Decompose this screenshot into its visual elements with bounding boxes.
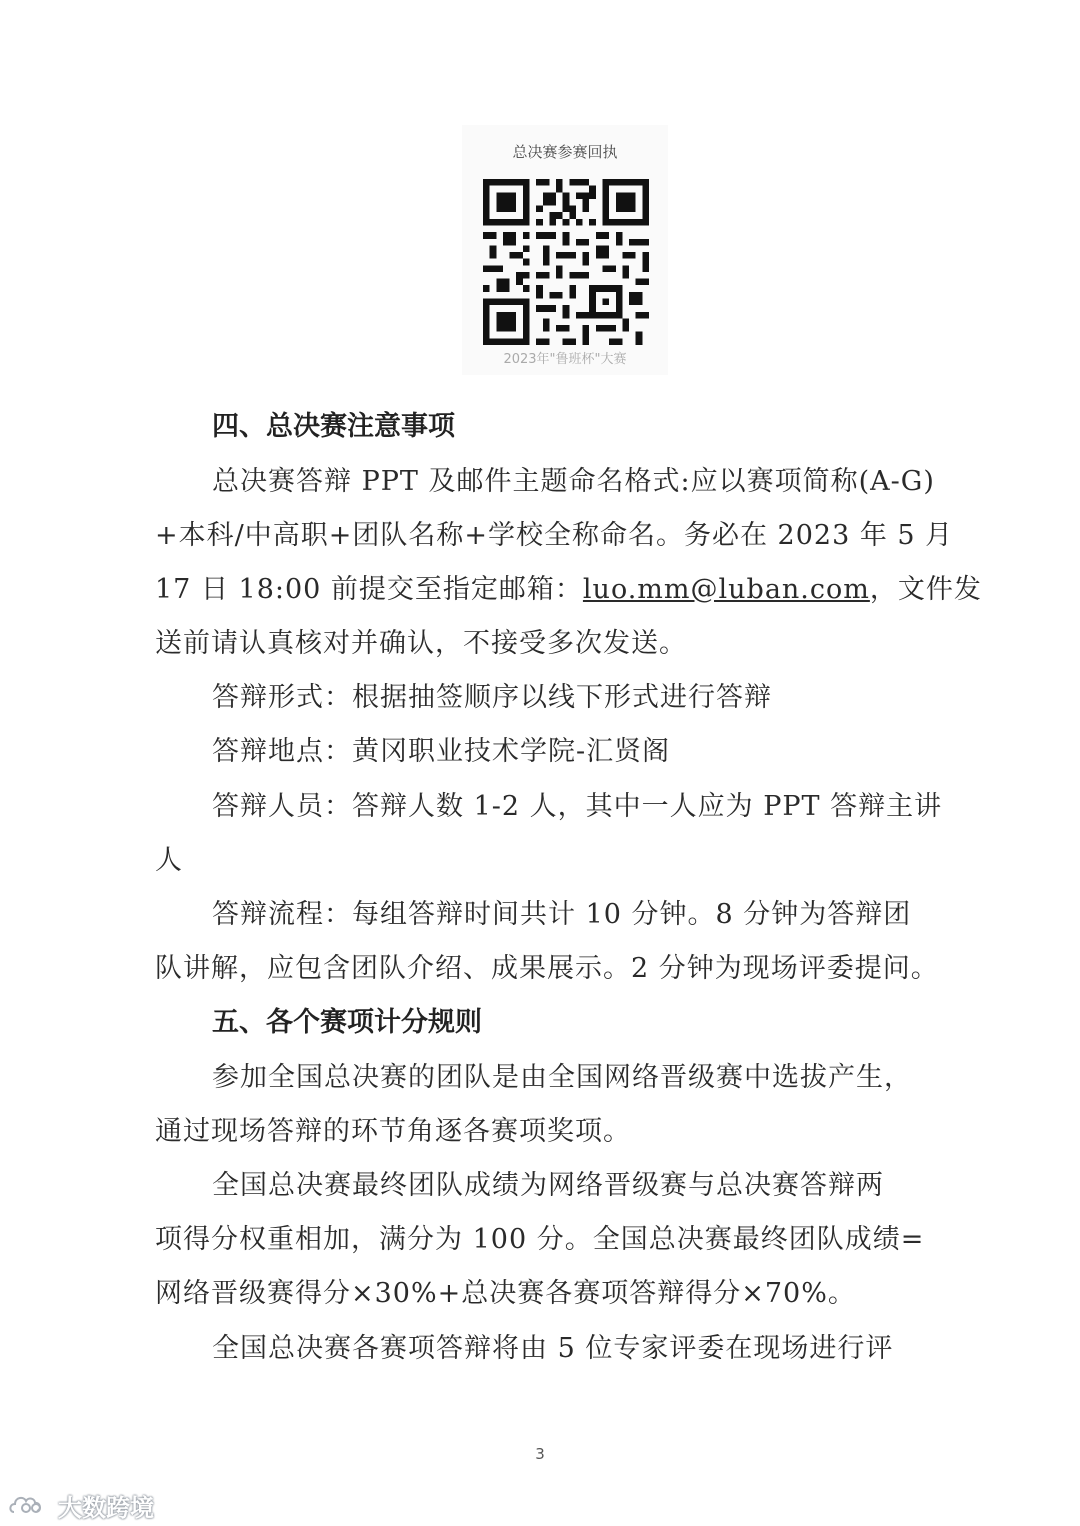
- email-link[interactable]: luo.mm@luban.com: [582, 574, 870, 605]
- watermark: [8, 1490, 154, 1520]
- defense-form: 答辩形式：根据抽签顺序以线下形式进行答辩: [212, 682, 772, 713]
- section-4-paragraph-1-line-4: 送前请认真核对并确认，不接受多次发送。: [155, 628, 687, 659]
- qr-caption: 2023年"鲁班杯"大赛: [503, 352, 627, 367]
- watermark-text: 大数跨境: [58, 1493, 154, 1522]
- page-number: 3: [535, 1445, 545, 1463]
- cloud-logo-icon: [8, 1492, 52, 1518]
- section-5-paragraph-2-line-3: 网络晋级赛得分×30%+总决赛各赛项答辩得分×70%。: [155, 1278, 856, 1309]
- section-5-paragraph-1-line-1: 参加全国总决赛的团队是由全国网络晋级赛中选拔产生，: [212, 1062, 912, 1093]
- deadline-text-tail: ，文件发: [869, 574, 982, 605]
- section-4-heading: 四、总决赛注意事项: [212, 411, 455, 442]
- section-5-paragraph-3-line-1: 全国总决赛各赛项答辩将由 5 位专家评委在现场进行评: [212, 1333, 894, 1364]
- defense-flow-line-2: 队讲解，应包含团队介绍、成果展示。2 分钟为现场评委提问。: [155, 953, 939, 984]
- section-5-paragraph-1-line-2: 通过现场答辩的环节角逐各赛项奖项。: [155, 1116, 631, 1147]
- qr-card: [462, 125, 668, 375]
- section-4-paragraph-1-line-3: [155, 573, 982, 607]
- defense-staff-line-1: 答辩人员：答辩人数 1-2 人，其中一人应为 PPT 答辩主讲: [212, 791, 943, 822]
- deadline-text: 17 日 18:00 前提交至指定邮箱：: [155, 574, 583, 605]
- qr-code: [483, 179, 649, 345]
- defense-flow-line-1: 答辩流程：每组答辩时间共计 10 分钟。8 分钟为答辩团: [212, 899, 912, 930]
- section-5-heading: 五、各个赛项计分规则: [212, 1007, 482, 1038]
- section-4-paragraph-1-line-1: 总决赛答辩 PPT 及邮件主题命名格式:应以赛项简称(A-G): [212, 466, 935, 497]
- defense-staff-line-2: 人: [155, 845, 183, 876]
- section-5-paragraph-2-line-1: 全国总决赛最终团队成绩为网络晋级赛与总决赛答辩两: [212, 1170, 884, 1201]
- defense-location: 答辩地点：黄冈职业技术学院-汇贤阁: [212, 736, 671, 767]
- qr-title: 总决赛参赛回执: [512, 143, 618, 161]
- section-5-paragraph-2-line-2: 项得分权重相加，满分为 100 分。全国总决赛最终团队成绩=: [155, 1224, 925, 1255]
- section-4-paragraph-1-line-2: +本科/中高职+团队名称+学校全称命名。务必在 2023 年 5 月: [155, 520, 954, 551]
